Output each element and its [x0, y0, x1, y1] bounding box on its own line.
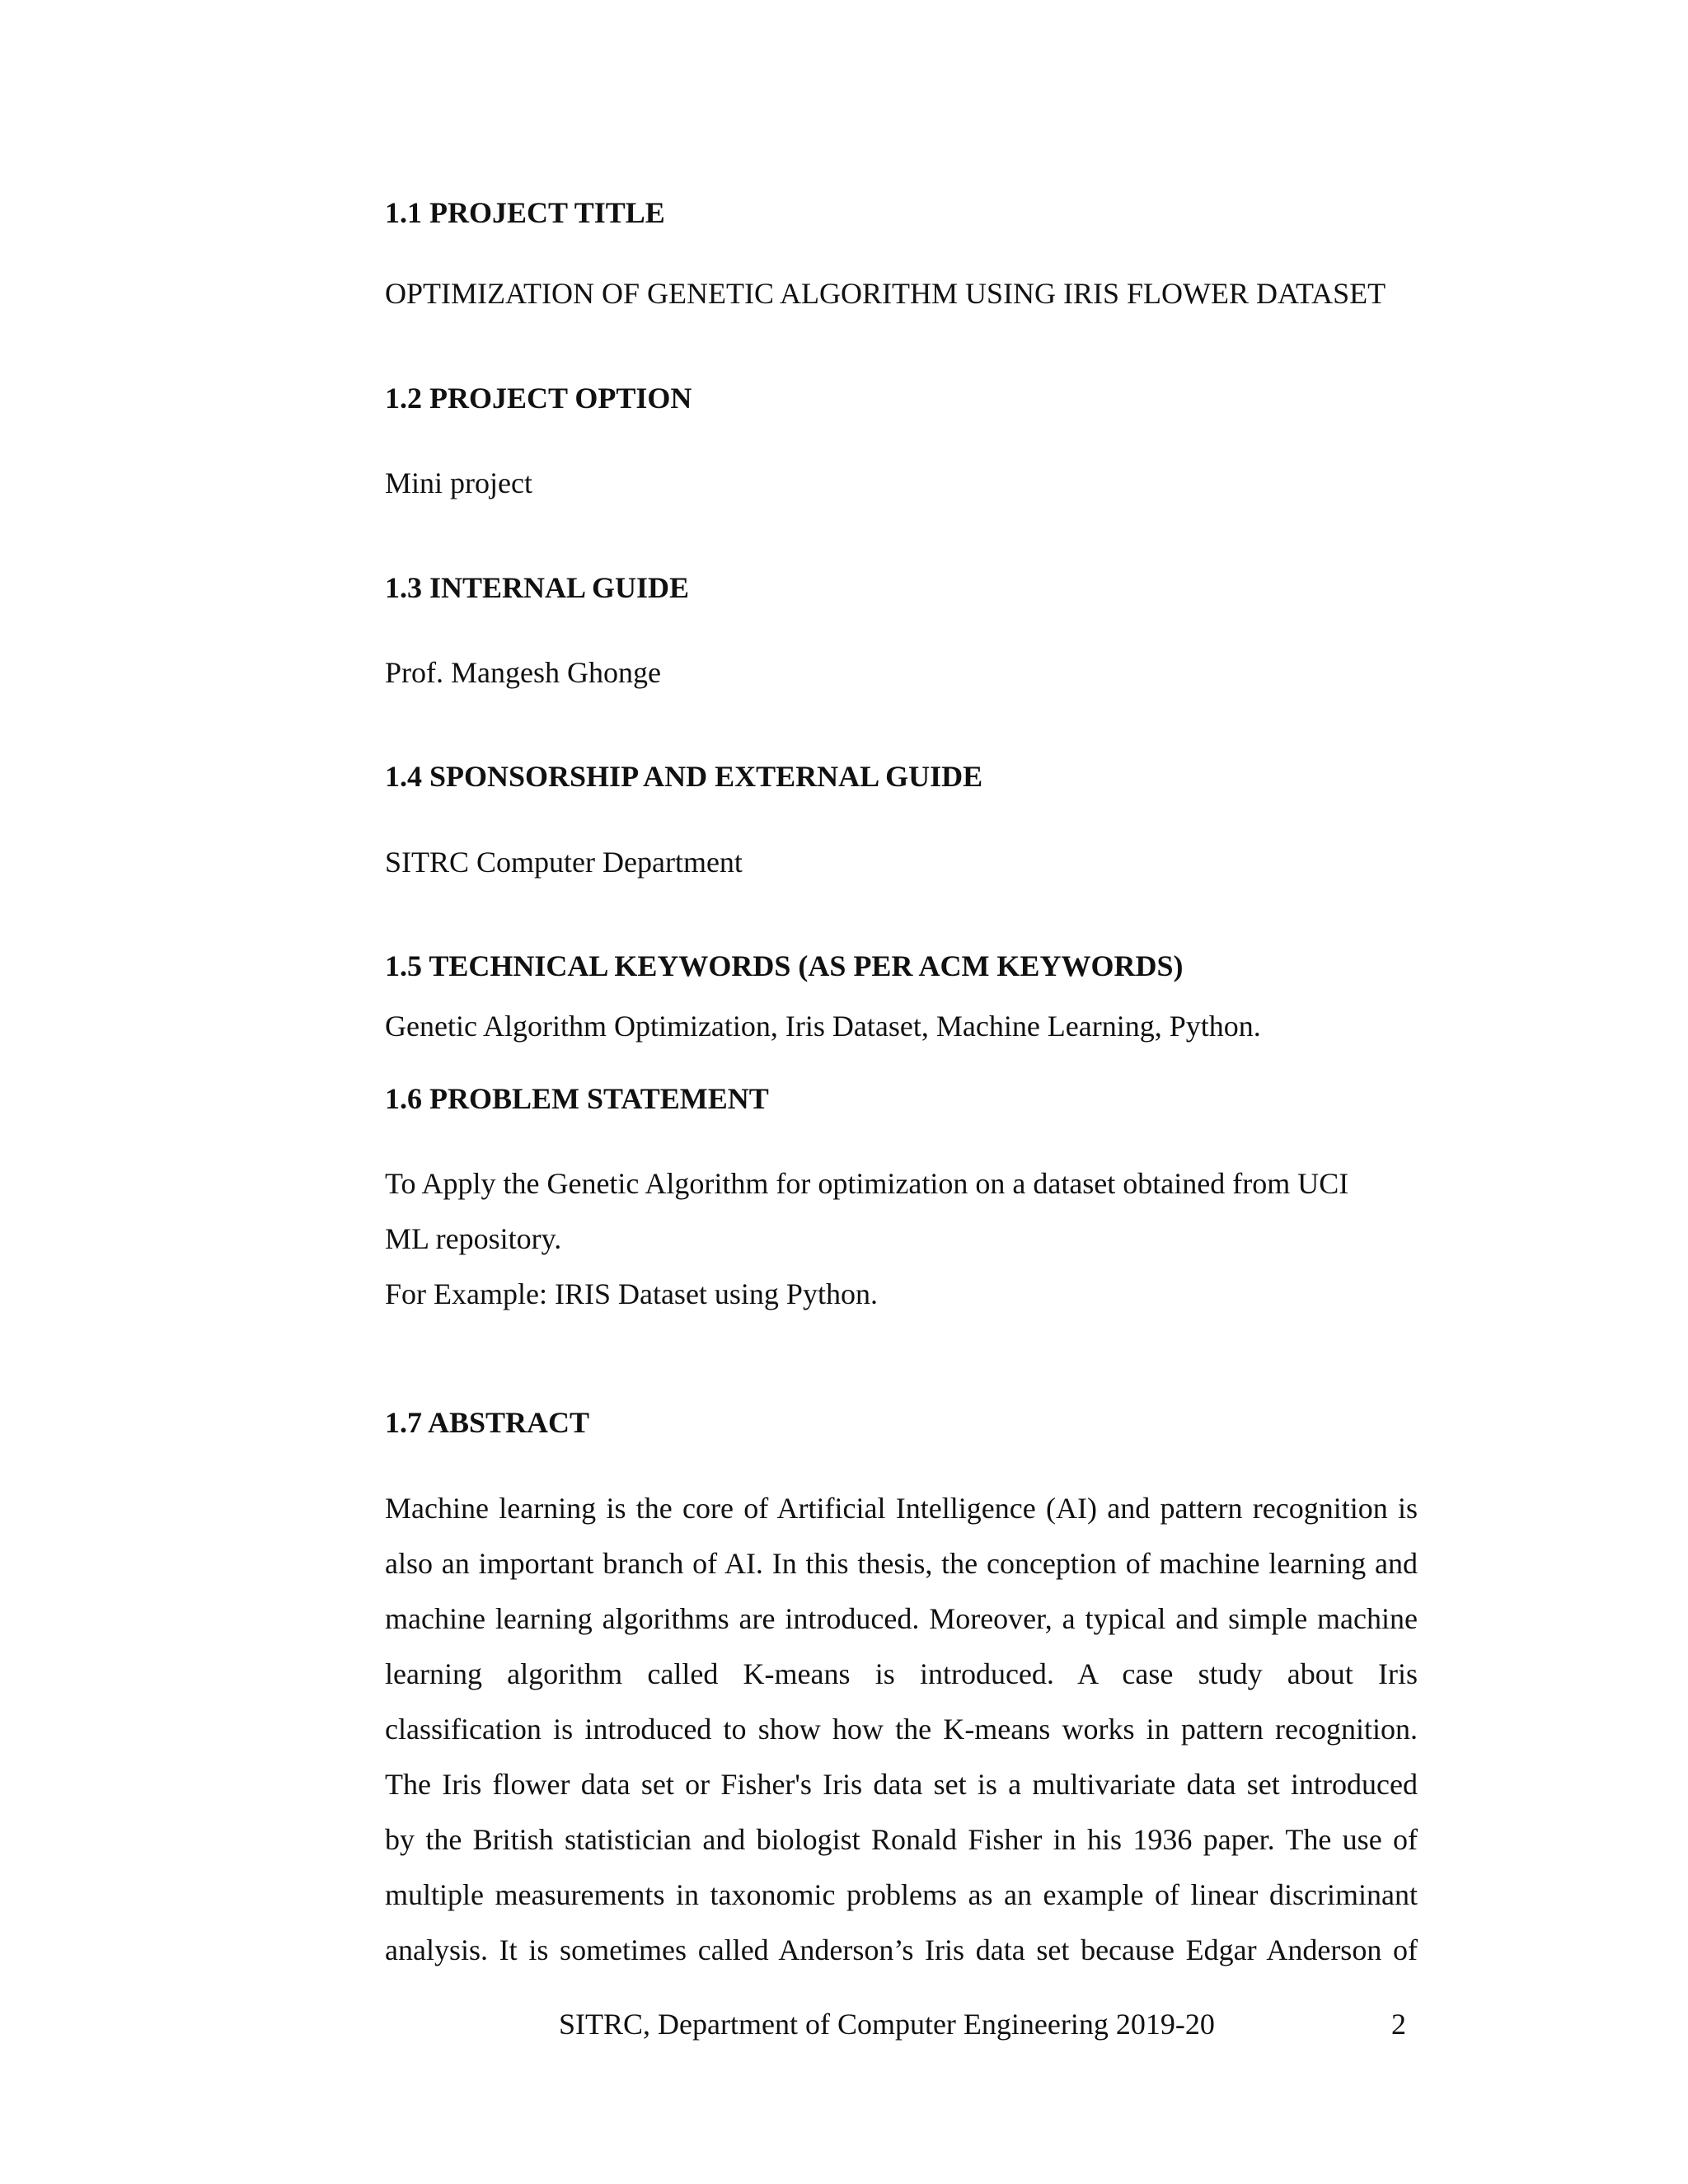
- sponsorship-text: SITRC Computer Department: [385, 846, 743, 879]
- abstract-line: The Iris flower data set or Fisher's Iris data set is a multivariate data set introduced: [385, 1768, 1418, 1801]
- technical-keywords-text: Genetic Algorithm Optimization, Iris Dataset, Machine Learning, Python.: [385, 1010, 1261, 1043]
- internal-guide-text: Prof. Mangesh Ghonge: [385, 656, 661, 689]
- page-footer: SITRC, Department of Computer Engineering 2019-20: [559, 2008, 1215, 2041]
- abstract-line: also an important branch of AI. In this thesis, the conception of machine learning and: [385, 1547, 1418, 1580]
- abstract-paragraph: [385, 1492, 1418, 1989]
- section-heading-project-option: 1.2 PROJECT OPTION: [385, 382, 692, 415]
- abstract-line: Machine learning is the core of Artificial Intelligence (AI) and pattern recognition is: [385, 1492, 1418, 1525]
- page-number: 2: [1391, 2008, 1406, 2041]
- problem-statement-paragraph: [385, 1167, 1418, 1333]
- problem-statement-line: For Example: IRIS Dataset using Python.: [385, 1277, 878, 1310]
- section-heading-problem-statement: 1.6 PROBLEM STATEMENT: [385, 1082, 769, 1115]
- abstract-line: analysis. It is sometimes called Anderson’s Iris data set because Edgar Anderson of: [385, 1933, 1418, 1966]
- problem-statement-line: ML repository.: [385, 1222, 562, 1255]
- problem-statement-line: To Apply the Genetic Algorithm for optimization on a dataset obtained from UCI: [385, 1167, 1349, 1200]
- project-title-text: OPTIMIZATION OF GENETIC ALGORITHM USING IRIS FLOWER DATASET: [385, 277, 1386, 310]
- section-heading-internal-guide: 1.3 INTERNAL GUIDE: [385, 571, 690, 604]
- abstract-line: learning algorithm called K-means is introduced. A case study about Iris: [385, 1657, 1418, 1690]
- abstract-line: by the British statistician and biologist Ronald Fisher in his 1936 paper. The use of: [385, 1823, 1418, 1856]
- section-heading-project-title: 1.1 PROJECT TITLE: [385, 196, 665, 229]
- abstract-line: classification is introduced to show how the K-means works in pattern recognition.: [385, 1713, 1418, 1746]
- abstract-line: machine learning algorithms are introduced. Moreover, a typical and simple machine: [385, 1602, 1418, 1635]
- project-option-text: Mini project: [385, 466, 532, 499]
- section-heading-sponsorship: 1.4 SPONSORSHIP AND EXTERNAL GUIDE: [385, 760, 983, 793]
- abstract-line: multiple measurements in taxonomic problems as an example of linear discriminant: [385, 1878, 1418, 1911]
- section-heading-abstract: 1.7 ABSTRACT: [385, 1406, 590, 1439]
- section-heading-technical-keywords: 1.5 TECHNICAL KEYWORDS (AS PER ACM KEYWORDS): [385, 949, 1184, 982]
